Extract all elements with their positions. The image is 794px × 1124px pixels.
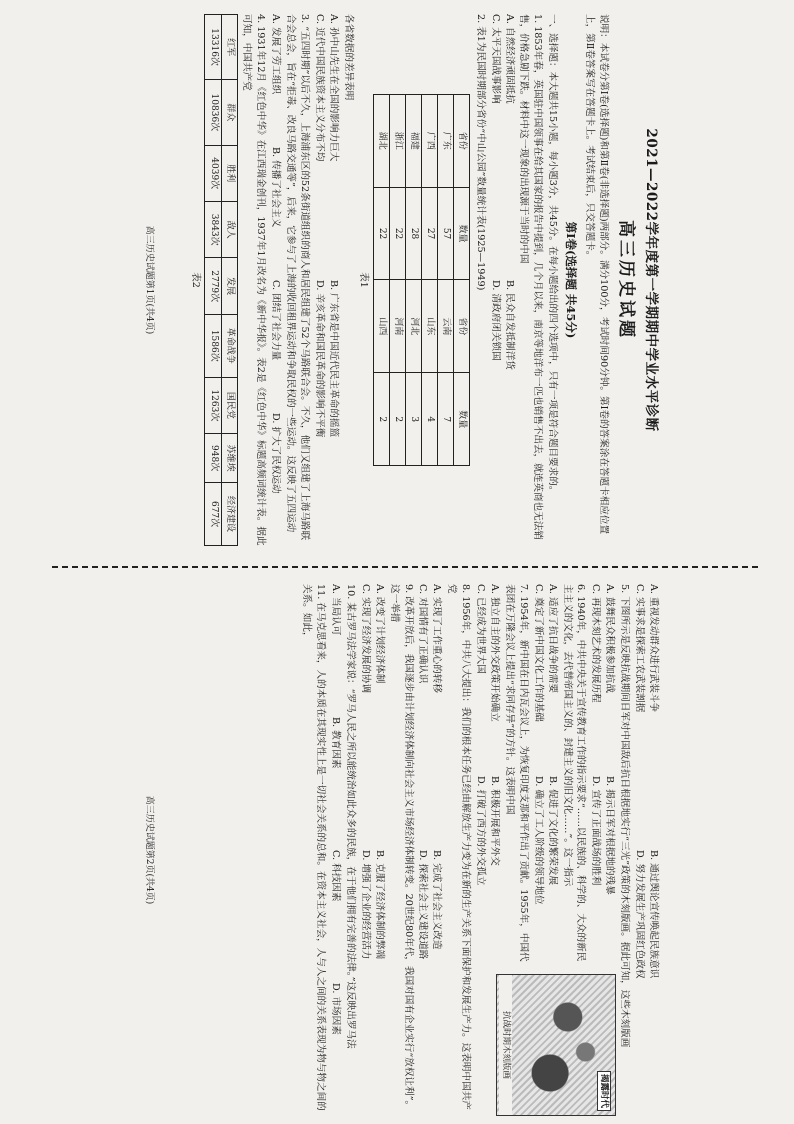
section-instruction: 一、选择题：本大题共15小题，每小题3分，共45分。在每小题给出的四个选项中，只有一项是符合题目要求的。 bbox=[547, 14, 559, 496]
option: C. 实现了经济发展的协调 bbox=[359, 584, 371, 694]
question-4: 4. 1931年12月《红色中华》在江西瑞金创刊，1937年1月改名为《新中华报》。表2是《红色中华》标题高频词统计表。据此可知，中国共产党 bbox=[241, 14, 267, 546]
option: B. 完成了社会主义改造 bbox=[431, 850, 443, 950]
option: C. 太平天国战事影响 bbox=[489, 14, 501, 104]
table-row bbox=[373, 94, 389, 465]
question-7: 7. 1954年，新中国在日内瓦会议上，为恢复印度支那和平作出了贡献。1955年，中国代表团在万隆会议上提出“求同存异”的方针。这表明中国 bbox=[503, 584, 529, 962]
table-1 bbox=[373, 94, 470, 466]
option: A. 实现了工作重心的转移 bbox=[431, 584, 443, 693]
table-cell: 胜利 bbox=[221, 145, 237, 201]
page-2-content bbox=[140, 580, 660, 1120]
table-cell: 57 bbox=[437, 187, 453, 280]
option: B. 传播了社会主义 bbox=[270, 147, 282, 228]
question-1: 1. 1853年春，英国驻中国领事在给其国家的报告中提到，几个月以来，南京等地洋布一匹也销售不出去，就连英商也无法销售，价格急剧下跌。材料中这一现象的出现源于当时的中国 bbox=[518, 14, 544, 540]
option: C. 奠定了新中国文化工作的基础 bbox=[532, 584, 544, 722]
table-cell: 河南 bbox=[389, 280, 405, 373]
option: A. 发展了劳工组织 bbox=[270, 14, 282, 95]
option: D. 辛亥革命和国民革命的影响不平衡 bbox=[314, 280, 326, 438]
table-cell: 3843次 bbox=[205, 201, 221, 257]
exam-note: 说明：本试卷分第Ⅰ卷(选择题)和第Ⅱ卷(非选择题)两部分。满分100分，考试时间90分钟。第Ⅰ卷的答案涂在答题卡相应位置上，第Ⅱ卷答案写在答题卡上。考试结束后，只交答题卡。 bbox=[583, 14, 609, 535]
option: C. 团结了社会力量 bbox=[270, 280, 282, 361]
table-header-cell: 数量 bbox=[453, 187, 469, 280]
woodcut-tag: 揭露时代 bbox=[597, 1071, 611, 1111]
table-row bbox=[221, 15, 237, 546]
table-cell: 浙江 bbox=[389, 94, 405, 187]
exam-title: 2021—2022学年度第一学期期中学业水平诊断 bbox=[643, 128, 659, 432]
question-8: 8. 1956年，中共八大提出：我们的根本任务已经由解放生产力变为在新的生产关系下面保护和发展生产力。这表明中国共产党 bbox=[446, 584, 472, 1110]
option: A. 独立自主的外交政策开始确立 bbox=[489, 584, 501, 722]
table-header-cell: 省份 bbox=[453, 280, 469, 373]
table-cell: 1263次 bbox=[205, 377, 221, 433]
option: D. 确立了工人阶级的领导地位 bbox=[532, 776, 544, 905]
question-5-options bbox=[588, 584, 616, 968]
table-cell: 山西 bbox=[373, 280, 389, 373]
option: C. 实事求是探索工农武装割据 bbox=[634, 584, 646, 713]
question-3: 3. “五四时期”以后不久，上海浦东区的52条街道组织的商人和居民组建了52个马路联合会。不久，他们又组建了上海马路联合会总会，旨在“拒毒、改良马路交通等”，后来，它参与了上海的收回租界运动和争取民权的一些运动。这反映了五四运动 bbox=[285, 14, 311, 541]
table-cell: 7 bbox=[437, 373, 453, 466]
question-2: 2. 表1为民国时期部分省份“中山公园”数量统计表(1925—1949) bbox=[474, 14, 486, 291]
question-6: 6. 1940年，中共中央关于宣传教育工作的指示要求“……以民族的、科学的、大众的新民主主义的文化，去代替帝国主义的、封建主义的旧文化……”。这一指示 bbox=[561, 584, 587, 962]
question-10: 10. 某古罗马法学家说：“罗马人民之所以能统治如此众多的民族，在于他们拥有完善的法律。”这反映出罗马法 bbox=[344, 584, 356, 1049]
question-2-options bbox=[312, 14, 340, 546]
table-cell: 福建 bbox=[405, 94, 421, 187]
table-cell: 发展 bbox=[221, 258, 237, 314]
exam-subtitle: 高三历史试题 bbox=[616, 220, 637, 340]
table-cell: 677次 bbox=[205, 483, 221, 546]
table-cell: 革命战争 bbox=[221, 314, 237, 377]
table-cell: 28 bbox=[405, 187, 421, 280]
option: D. 市场因素 bbox=[330, 983, 342, 1035]
option: D. 探索社会主义建设道路 bbox=[417, 850, 429, 960]
option: D. 打破了西方的外交孤立 bbox=[475, 776, 487, 886]
table-2 bbox=[204, 14, 237, 546]
table-cell: 10836次 bbox=[205, 80, 221, 145]
option: A. 鼓舞民众积极参加抗战 bbox=[604, 584, 616, 693]
option: C. 已经成为世界大国 bbox=[475, 584, 487, 674]
option: A. 改变了计划经济体制 bbox=[373, 584, 385, 684]
table-cell: 广东 bbox=[437, 94, 453, 187]
table-1-caption: 表1 bbox=[357, 272, 369, 288]
option: B. 广东省是中国近代民主革命的摇篮 bbox=[327, 280, 339, 438]
question-6-options bbox=[531, 584, 559, 968]
option: D. 清政府闭关锁国 bbox=[489, 280, 501, 361]
table-cell: 敌人 bbox=[221, 201, 237, 257]
table-cell: 2 bbox=[373, 373, 389, 466]
table-cell: 22 bbox=[389, 187, 405, 280]
option: B. 促进了文化的繁荣发展 bbox=[546, 776, 558, 886]
table-cell: 4 bbox=[421, 373, 437, 466]
table-cell: 经济建设 bbox=[221, 483, 237, 546]
table-cell: 4039次 bbox=[205, 145, 221, 201]
question-9-options bbox=[358, 584, 386, 1116]
table-header-row bbox=[453, 94, 469, 465]
option: C. 科技因素 bbox=[330, 850, 342, 902]
option: A. 重视发动群众进行武装斗争 bbox=[648, 584, 659, 713]
table-row bbox=[389, 94, 405, 465]
option: B. 积极开展和平外交 bbox=[489, 776, 501, 866]
table-cell: 13316次 bbox=[205, 15, 221, 80]
question-4-options bbox=[632, 584, 660, 1116]
option: C. 近代中国民族资本主义分布不均 bbox=[314, 14, 326, 162]
page-2 bbox=[0, 570, 794, 1124]
section-title: 第Ⅰ卷(选择题 共45分) bbox=[563, 221, 578, 339]
page-footer: 高三历史试题第2页(共4页) bbox=[144, 795, 155, 905]
table-cell: 湖北 bbox=[373, 94, 389, 187]
table-cell: 2 bbox=[389, 373, 405, 466]
option: B. 克服了经济体制的弊端 bbox=[373, 850, 385, 960]
option: D. 扩大了民权运动 bbox=[270, 413, 282, 494]
table-cell: 云南 bbox=[437, 280, 453, 373]
option: C. 再现木刻艺术的发展历程 bbox=[590, 584, 602, 703]
table-cell: 22 bbox=[373, 187, 389, 280]
page-1-content bbox=[140, 10, 660, 550]
question-3-options bbox=[268, 14, 282, 546]
option: B. 教育因素 bbox=[330, 717, 342, 769]
table-cell: 苏维埃 bbox=[221, 434, 237, 483]
table-cell: 948次 bbox=[205, 434, 221, 483]
table-header-cell: 省份 bbox=[453, 94, 469, 187]
question-1-options bbox=[488, 14, 516, 546]
table-cell: 国民党 bbox=[221, 377, 237, 433]
option: A. 孙中山先生在全国的影响力巨大 bbox=[327, 14, 339, 162]
question-9: 9. 改革开放后，我国逐步由计划经济体制向社会主义市场经济体制转变。20世纪80年代，我国对国有企业实行“放权让利”。这一举措 bbox=[388, 584, 414, 1111]
question-7-options bbox=[473, 584, 501, 968]
question-10-options bbox=[328, 584, 342, 1116]
option: A. 自然经济顽固抵抗 bbox=[503, 14, 515, 104]
option: D. 宣传了正面战场的胜利 bbox=[590, 776, 602, 886]
table-cell: 2779次 bbox=[205, 258, 221, 314]
option: D. 增强了企业的经营活力 bbox=[359, 850, 371, 960]
question-5: 5. 下图所示是反映抗战期间日军对中国敌后抗日根据地实行“三光”政策的木刻版画。据此可知，这些木刻版画 bbox=[619, 584, 631, 1048]
table-cell: 群众 bbox=[221, 80, 237, 145]
table-cell: 河北 bbox=[405, 280, 421, 373]
table-row bbox=[421, 94, 437, 465]
option: B. 揭示日军对根据地的残暴 bbox=[604, 776, 616, 895]
question-11: 11. 在马克思看来，人的本质在其现实性上是一切社会关系的总和。在资本主义社会，人与人之间的关系表现为物与物之间的关系。如此， bbox=[301, 584, 327, 1111]
option: C. 对国情有了正确认识 bbox=[417, 584, 429, 684]
table-row bbox=[405, 94, 421, 465]
option: D. 努力发展生产巩固红色政权 bbox=[634, 850, 646, 979]
page-footer: 高三历史试题第1页(共4页) bbox=[144, 225, 155, 335]
table-cell: 1586次 bbox=[205, 314, 221, 377]
cut-line-divider bbox=[52, 566, 758, 568]
table-cell: 3 bbox=[405, 373, 421, 466]
woodcut-caption: 抗战时期木刻版画 bbox=[499, 975, 511, 1115]
table-cell: 广西 bbox=[421, 94, 437, 187]
table-2-caption: 表2 bbox=[190, 272, 202, 288]
table-cell: 山东 bbox=[421, 280, 437, 373]
option: B. 通过舆论宣传唤起民族意识 bbox=[648, 850, 659, 979]
table-cell: 27 bbox=[421, 187, 437, 280]
table-row bbox=[437, 94, 453, 465]
option: A. 适应了抗日战争的需要 bbox=[546, 584, 558, 693]
woodcut-image bbox=[496, 974, 616, 1116]
table-header-cell: 数量 bbox=[453, 373, 469, 466]
option: B. 民众自发抵制洋货 bbox=[503, 280, 515, 370]
question-8-options bbox=[416, 584, 444, 1116]
option: A. 当局认可 bbox=[330, 584, 342, 636]
table-cell: 红军 bbox=[221, 15, 237, 80]
question-2-lead: 各省数据的差异表明 bbox=[342, 14, 354, 101]
table-row bbox=[205, 15, 221, 546]
